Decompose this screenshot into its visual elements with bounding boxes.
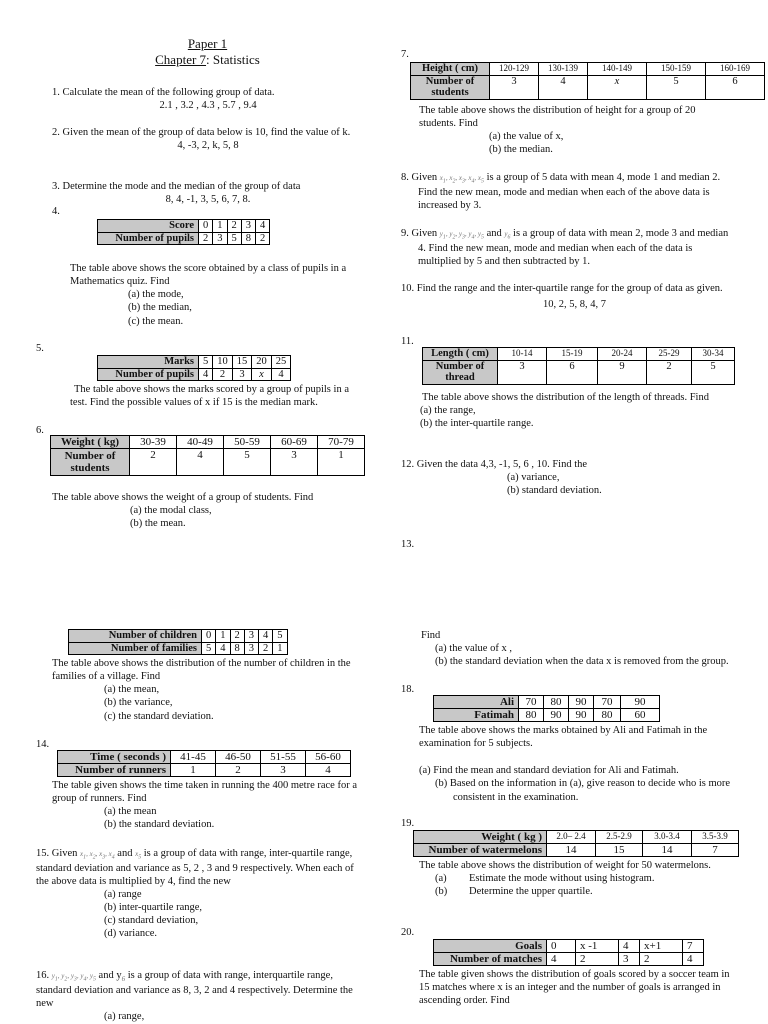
table-header-cell: Weight ( kg)	[51, 436, 130, 449]
table-header-cell: Number of students	[51, 449, 130, 476]
q16-part-a: (a) range,	[104, 1011, 145, 1023]
table-cell: 1	[171, 764, 216, 777]
table-row	[69, 630, 288, 643]
table-cell: 3.0-3.4	[643, 831, 692, 844]
table-cell: 2.5-2.9	[596, 831, 643, 844]
table-cell: 50-59	[224, 436, 271, 449]
q12-part-b: (b) standard deviation.	[507, 485, 602, 497]
q15-part-a: (a) range	[104, 888, 142, 900]
table-header-cell: Number of pupils	[98, 232, 199, 245]
q4-part-b: (b) the median,	[128, 302, 192, 314]
table-row	[98, 356, 291, 369]
table-cell: 51-55	[261, 751, 306, 764]
question-12	[401, 458, 733, 497]
question-11-body	[420, 391, 732, 430]
q11-part-b: (b) the inter-quartile range.	[420, 418, 534, 430]
q4-part-a: (a) the mode,	[128, 289, 184, 301]
table-cell: 2	[227, 220, 241, 233]
table-cell: 90	[569, 696, 594, 709]
table-cell: 4	[199, 368, 213, 381]
table-cell: 46-50	[216, 751, 261, 764]
table-cell: 4	[259, 630, 273, 643]
question-2	[52, 126, 364, 152]
q6-number: 6.	[36, 425, 44, 436]
table-cell: 70	[594, 696, 621, 709]
question-9	[401, 227, 733, 268]
table-header-cell: Number of watermelons	[414, 844, 547, 857]
q10-text: 10. Find the range and the inter-quartile range for the group of data as given.	[401, 283, 723, 294]
table-cell: 4	[619, 940, 640, 953]
q7-part-a: (a) the value of x,	[489, 131, 564, 143]
table-cell: 5	[273, 630, 287, 643]
q18-text: The table above shows the marks obtained by Ali and Fatimah in the examination for 5 subjects.	[419, 725, 708, 750]
table-header-cell: Weight ( kg )	[414, 831, 547, 844]
table-cell: 6	[547, 360, 598, 384]
q9-variables: $y_1$, $y_2$, $y_3$, $y_4$, $y_5$	[439, 230, 484, 241]
question-18-body	[419, 724, 733, 804]
table-cell: 4	[216, 642, 230, 655]
table-cell: 5	[692, 360, 735, 384]
q5-number: 5.	[36, 343, 44, 354]
table-cell: 60-69	[271, 436, 318, 449]
q7-part-b: (b) the median.	[489, 144, 553, 156]
table-cell: 60	[621, 709, 660, 722]
table-cell: 70-79	[318, 436, 365, 449]
table-cell: 4	[177, 449, 224, 476]
q10-data: 10, 2, 5, 8, 4, 7	[543, 299, 606, 311]
table-row	[58, 764, 351, 777]
table-cell: 3	[490, 75, 539, 99]
question-13-body	[52, 657, 368, 723]
question-14-body	[52, 779, 368, 832]
q15-text-part: is a group of data with range, inter-quartile range, standard deviation and variance as 5, 2 , 3 and 9 respectively. When each of the above data is multiplied by 4, find the new	[36, 848, 354, 887]
chapter-number: Chapter 7	[155, 52, 207, 68]
q13-part-a: (a) the mean,	[104, 684, 160, 696]
table-cell: 2	[130, 449, 177, 476]
q9-text-part: is a group of data with mean 2, mode 3 and median 4. Find the new mean, mode and median when each of the data is multiplied by 5 and then subtracted by 1.	[418, 228, 729, 267]
table-cell: 80	[594, 709, 621, 722]
table-header-cell: Time ( seconds )	[58, 751, 171, 764]
q5-table	[97, 355, 291, 381]
q3-data: 8, 4, -1, 3, 5, 6, 7, 8.	[165, 194, 251, 206]
q12-part-a: (a) variance,	[507, 472, 560, 484]
q13-text: The table above shows the distribution of the number of children in the families of a village. Find	[52, 658, 351, 683]
table-header-cell: Number of runners	[58, 764, 171, 777]
q20-text: The table given shows the distribution of goals scored by a soccer team in 15 matches where x is an integer and the number of goals is arranged in ascending order. Find	[419, 969, 730, 1007]
q15-part-c: (c) standard deviation,	[104, 915, 199, 927]
q15-text-part: and	[117, 848, 133, 859]
table-cell: 150-159	[647, 63, 706, 76]
table-row	[423, 348, 735, 361]
table-row	[434, 940, 704, 953]
table-cell: 3	[232, 368, 252, 381]
q18-part-b: (b) Based on the information in (a), give reason to decide who is more consistent in the examination.	[435, 778, 731, 803]
question-6-body	[52, 491, 362, 530]
table-cell: 4	[539, 75, 588, 99]
q6-part-a: (a) the modal class,	[130, 505, 212, 517]
q15-variables-x: $x_1$, $x_2$, $x_3$, $x_4$	[80, 850, 115, 861]
table-row	[69, 642, 288, 655]
table-cell: 70	[519, 696, 544, 709]
q20-number: 20.	[401, 927, 415, 938]
q14-part-b: (b) the standard deviation.	[104, 819, 215, 831]
q16-subscript: 6	[121, 975, 126, 984]
table-cell: 8	[241, 232, 255, 245]
q13-find: Find	[421, 630, 441, 641]
table-row	[98, 232, 270, 245]
q13-table	[68, 629, 288, 655]
table-cell: 2	[213, 368, 233, 381]
table-header-cell: Number of matches	[434, 953, 547, 966]
q2-data: 4, -3, 2, k, 5, 8	[177, 140, 239, 152]
q6-part-b: (b) the mean.	[130, 518, 186, 530]
table-cell: 25	[271, 356, 291, 369]
q11-number: 11.	[401, 336, 414, 347]
table-header-cell: Number of thread	[423, 360, 498, 384]
q8-variables: $x_1$, $x_2$, $x_3$, $x_4$, $x_5$	[439, 174, 484, 185]
q2-text: 2. Given the mean of the group of data below is 10, find the value of k.	[52, 127, 351, 138]
table-cell: 3	[241, 220, 255, 233]
table-cell: 1	[213, 220, 227, 233]
table-cell: 3.5-3.9	[692, 831, 739, 844]
table-row	[434, 709, 660, 722]
table-cell: 15	[596, 844, 643, 857]
table-cell: 5	[227, 232, 241, 245]
q7-table	[410, 62, 765, 100]
table-cell: x	[252, 368, 272, 381]
table-cell: 2	[259, 642, 273, 655]
q11-part-a: (a) the range,	[420, 405, 476, 417]
table-cell: 160-169	[706, 63, 765, 76]
table-header-cell: Number of pupils	[98, 368, 199, 381]
q15-part-b: (b) inter-quartile range,	[104, 902, 203, 914]
page-header	[80, 36, 335, 69]
question-16	[36, 969, 366, 1023]
table-cell: 2	[230, 630, 244, 643]
q19-part-b	[419, 885, 731, 898]
question-8	[401, 171, 733, 212]
table-cell: x+1	[640, 940, 683, 953]
table-header-cell: Score	[98, 220, 199, 233]
table-header-cell: Marks	[98, 356, 199, 369]
table-cell: 90	[621, 696, 660, 709]
table-cell: 3	[271, 449, 318, 476]
q14-part-a: (a) the mean	[104, 806, 157, 818]
q13-part-b: (b) the variance,	[104, 697, 173, 709]
table-cell: 4	[547, 953, 576, 966]
q19-text: The table above shows the distribution of weight for 50 watermelons.	[419, 860, 711, 871]
table-cell: 0	[199, 220, 213, 233]
table-cell: 0	[547, 940, 576, 953]
q14-table	[57, 750, 351, 777]
table-cell: 4	[271, 368, 291, 381]
table-cell: 4	[683, 953, 704, 966]
table-cell: 20	[252, 356, 272, 369]
q15-part-d: (d) variance.	[104, 928, 158, 940]
q1-text: 1. Calculate the mean of the following group of data.	[52, 87, 275, 98]
table-row	[434, 953, 704, 966]
table-cell: 3	[244, 630, 258, 643]
q11-table	[422, 347, 735, 385]
q9-text-part: and	[486, 228, 502, 239]
question-10	[401, 282, 733, 311]
question-15	[36, 847, 366, 940]
table-cell: 5	[202, 642, 216, 655]
q18-table	[433, 695, 660, 722]
q16-variables-y: $y_1$, $y_2$, $y_3$, $y_4$, $y_5$	[51, 972, 96, 983]
question-13-parts	[421, 629, 733, 668]
table-cell: 30-39	[130, 436, 177, 449]
q8-text	[401, 171, 733, 212]
table-cell: 2	[199, 232, 213, 245]
q12-text: 12. Given the data 4,3, -1, 5, 6 , 10. Find the	[401, 459, 588, 470]
q14-text: The table given shows the time taken in running the 400 metre race for a group of runners. Find	[52, 780, 357, 805]
table-cell: 5	[224, 449, 271, 476]
q4-text: The table above shows the score obtained by a class of pupils in a Mathematics quiz. Find	[70, 263, 347, 288]
table-cell: 14	[547, 844, 596, 857]
table-row	[58, 751, 351, 764]
chapter-name: : Statistics	[206, 52, 260, 68]
table-cell: 130-139	[539, 63, 588, 76]
table-row	[423, 360, 735, 384]
table-cell: 5	[199, 356, 213, 369]
q19-table	[413, 830, 739, 857]
table-cell: 15-19	[547, 348, 598, 361]
table-cell: x	[588, 75, 647, 99]
table-cell: 9	[598, 360, 647, 384]
q8-text-part: is a group of 5 data with mean 4, mode 1 and median 2. Find the new mean, mode and median when each of the above data is increased by 3.	[418, 172, 721, 211]
q11-text: The table above shows the distribution of the length of threads. Find	[422, 392, 709, 403]
question-3	[52, 180, 364, 206]
q7-text: The table above shows the distribution of height for a group of 20 students. Find	[419, 105, 696, 130]
table-header-cell: Height ( cm)	[411, 63, 490, 76]
table-cell: 10-14	[498, 348, 547, 361]
table-cell: 2.0– 2.4	[547, 831, 596, 844]
table-cell: 90	[544, 709, 569, 722]
q14-number: 14.	[36, 739, 50, 750]
question-19-body	[419, 859, 731, 898]
q16-text-part: is a group of data with range, interquartile range, standard deviation and variance as 8, 3, 2 and 4 respectively. Determine the new	[36, 970, 353, 1009]
table-cell: 8	[230, 642, 244, 655]
table-cell: 2	[576, 953, 619, 966]
q3-text: 3. Determine the mode and the median of the group of data	[52, 181, 301, 192]
table-header-cell: Goals	[434, 940, 547, 953]
q13-part-c: (c) the standard deviation.	[104, 710, 214, 722]
question-7-body	[419, 104, 731, 157]
table-cell: 80	[544, 696, 569, 709]
table-row	[414, 844, 739, 857]
q6-text: The table above shows the weight of a group of students. Find	[52, 492, 314, 503]
table-row	[411, 75, 765, 99]
table-cell: 40-49	[177, 436, 224, 449]
table-cell: 3	[261, 764, 306, 777]
q5-text: The table above shows the marks scored by a group of pupils in a test. Find the possible values of x if 15 is the median mark.	[70, 384, 349, 409]
table-row	[98, 368, 291, 381]
table-cell: 120-129	[490, 63, 539, 76]
table-cell: 2	[256, 232, 270, 245]
q20-table	[433, 939, 704, 966]
q15-text-part: 15. Given	[36, 848, 78, 859]
table-cell: 7	[683, 940, 704, 953]
q19-part-a	[419, 872, 731, 885]
q8-text-part: 8. Given	[401, 172, 438, 183]
table-cell: 3	[498, 360, 547, 384]
table-cell: 3	[213, 232, 227, 245]
q19-part-a-label: (a)	[435, 873, 447, 885]
table-cell: 80	[519, 709, 544, 722]
table-cell: 15	[232, 356, 252, 369]
q13-part-b-sd: (b) the standard deviation when the data x is removed from the group.	[435, 656, 729, 668]
table-cell: 4	[256, 220, 270, 233]
table-cell: 3	[619, 953, 640, 966]
q16-text-part: and y	[98, 970, 122, 981]
table-header-cell: Ali	[434, 696, 519, 709]
q1-data: 2.1 , 3.2 , 4.3 , 5.7 , 9.4	[159, 100, 257, 112]
question-1	[52, 86, 364, 112]
table-header-cell: Number of families	[69, 642, 202, 655]
table-cell: 2	[640, 953, 683, 966]
q13-part-a-x: (a) the value of x ,	[435, 643, 512, 655]
table-row	[98, 220, 270, 233]
table-header-cell: Number of students	[411, 75, 490, 99]
table-cell: 2	[216, 764, 261, 777]
q18-part-a: (a) Find the mean and standard deviation for Ali and Fatimah.	[419, 765, 679, 777]
q4-part-c: (c) the mean.	[128, 315, 184, 327]
table-cell: 3	[244, 642, 258, 655]
table-cell: 25-29	[647, 348, 692, 361]
table-cell: 5	[647, 75, 706, 99]
table-cell: 4	[306, 764, 351, 777]
q19-part-b-label: (b)	[435, 886, 448, 898]
table-cell: 1	[273, 642, 287, 655]
q13-number: 13.	[401, 539, 415, 550]
table-row	[51, 449, 365, 476]
table-row	[411, 63, 765, 76]
table-cell: 1	[318, 449, 365, 476]
q19-part-b-text: Determine the upper quartile.	[469, 886, 593, 898]
table-cell: 56-60	[306, 751, 351, 764]
table-cell: 140-149	[588, 63, 647, 76]
q15-text	[36, 847, 366, 888]
q19-number: 19.	[401, 818, 415, 829]
table-cell: 7	[692, 844, 739, 857]
table-cell: 41-45	[171, 751, 216, 764]
q7-number: 7.	[401, 49, 409, 60]
q18-number: 18.	[401, 684, 415, 695]
q4-number: 4.	[52, 206, 60, 217]
q16-text-part: 16.	[36, 970, 50, 981]
q19-part-a-text: Estimate the mode without using histogram.	[469, 873, 655, 885]
question-4-body	[70, 262, 360, 328]
chapter-title	[80, 52, 335, 68]
table-cell: 20-24	[598, 348, 647, 361]
table-header-cell: Number of children	[69, 630, 202, 643]
table-cell: 10	[213, 356, 233, 369]
table-cell: 90	[569, 709, 594, 722]
q9-text-part: 9. Given	[401, 228, 438, 239]
table-header-cell: Fatimah	[434, 709, 519, 722]
table-cell: 30-34	[692, 348, 735, 361]
table-cell: x -1	[576, 940, 619, 953]
table-row	[434, 696, 660, 709]
table-cell: 0	[202, 630, 216, 643]
q15-variable-x5: $x_5$	[135, 850, 142, 861]
q4-table	[97, 219, 270, 245]
q9-text	[401, 227, 733, 268]
table-cell: 1	[216, 630, 230, 643]
table-cell: 6	[706, 75, 765, 99]
table-cell: 14	[643, 844, 692, 857]
table-row	[414, 831, 739, 844]
q9-variable-y6: $y_6$	[504, 230, 511, 241]
paper-title: Paper 1	[187, 36, 228, 51]
table-header-cell: Length ( cm)	[423, 348, 498, 361]
q16-text	[36, 969, 366, 1010]
q6-table	[50, 435, 365, 476]
table-row	[51, 436, 365, 449]
table-cell: 2	[647, 360, 692, 384]
